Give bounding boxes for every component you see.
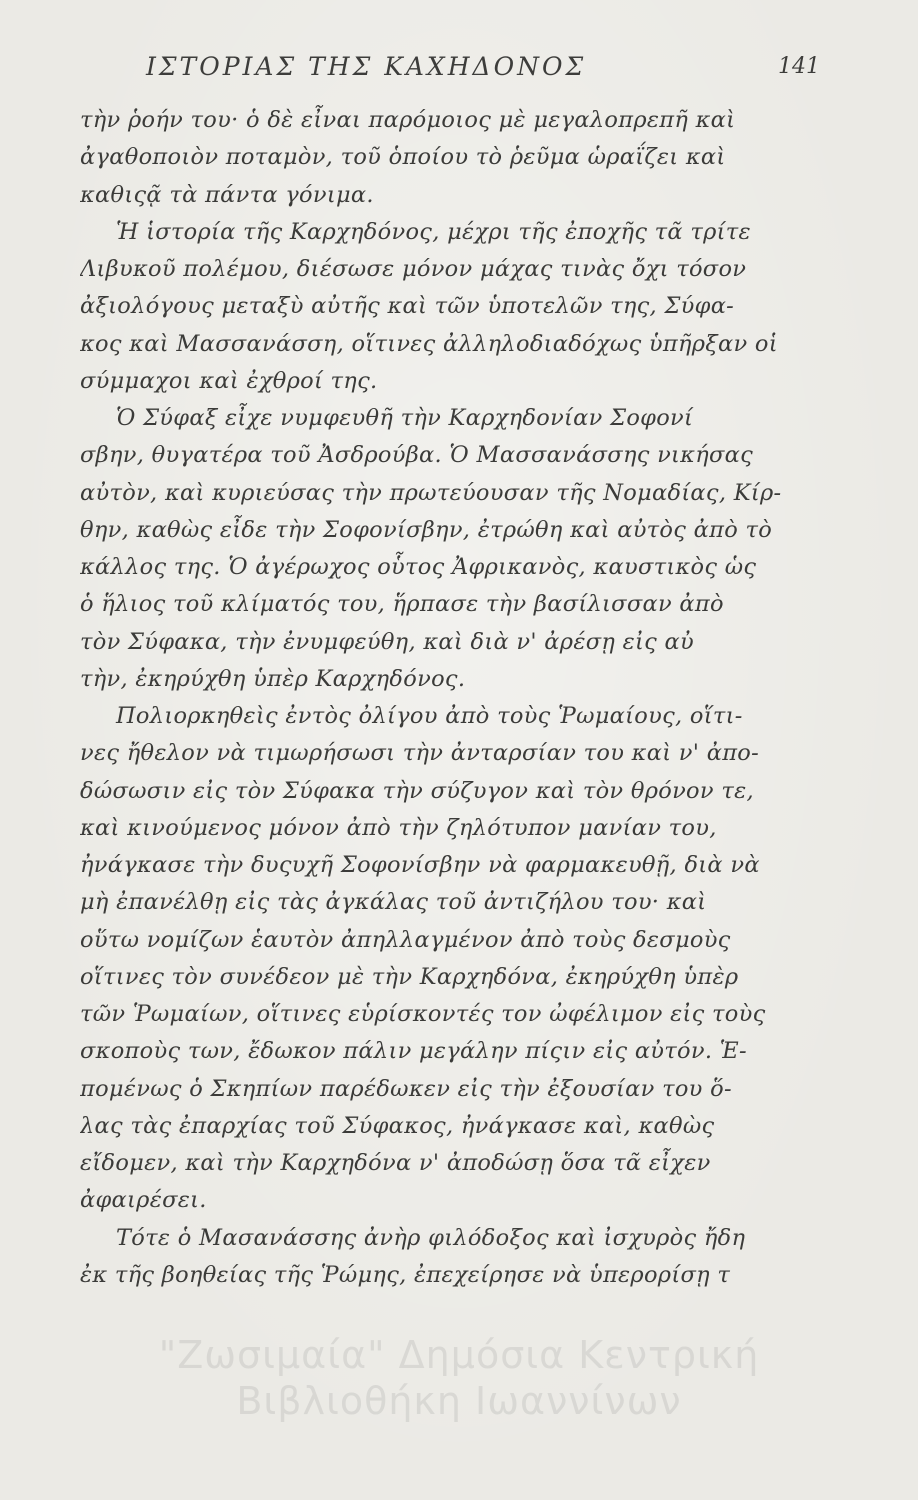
text-line: τὴν ῥοήν του· ὁ δὲ εἶναι παρόμοιος μὲ μεγαλοπρεπῆ καὶ [80, 107, 736, 133]
text-line: ἀγαθοποιὸν ποταμὸν, τοῦ ὁποίου τὸ ῥεῦμα ὡραΐζει καὶ [80, 144, 726, 171]
text-line: καὶ κινούμενος μόνον ἀπὸ τὴν ζηλότυπον μανίαν του, [80, 814, 717, 841]
text-line: τὸν Σύφακα, τὴν ἐνυμφεύθη, καὶ διὰ ν' ἀρέσῃ εἰς αὐ [80, 628, 694, 655]
text-line: ἀξιολόγους μεταξὺ αὐτῆς καὶ τῶν ὑποτελῶν της, Σύφα- [80, 293, 735, 320]
body-text [80, 102, 818, 1294]
paragraph-first-line: Ἡ ἱστορία τῆς Καρχηδόνος, μέχρι τῆς ἐποχῆς τᾶ τρίτε [116, 218, 751, 245]
page-number: 141 [778, 54, 820, 79]
paragraph-first-line: Τότε ὁ Μασανάσσης ἀνὴρ φιλόδοξος καὶ ἰσχυρὸς ἤδη [116, 1224, 746, 1251]
text-line: κάλλος της. Ὁ ἀγέρωχος οὗτος Ἀφρικανὸς, καυστικὸς ὡς [80, 554, 757, 580]
text-line: σκοποὺς των, ἔδωκον πάλιν μεγάλην πίςιν εἰς αὐτόν. Ἑ- [80, 1038, 747, 1065]
text-line: αὐτὸν, καὶ κυριεύσας τὴν πρωτεύουσαν τῆς Νομαδίας, Κίρ- [80, 479, 782, 506]
watermark-line: Βιβλιοθήκη Ιωαννίνων [236, 1379, 682, 1423]
text-line: δώσωσιν εἰς τὸν Σύφακα τὴν σύζυγον καὶ τὸν θρόνον τε, [80, 777, 754, 804]
page-header [120, 52, 820, 92]
text-line: μὴ ἐπανέλθῃ εἰς τὰς ἀγκάλας τοῦ ἀντιζήλου του· καὶ [80, 889, 707, 916]
text-line: ὁ ἥλιος τοῦ κλίματός του, ἥρπασε τὴν βασίλισσαν ἀπὸ [80, 591, 724, 618]
running-head: ΙΣΤΟΡΙΑΣ ΤΗΣ ΚΑΧΗΔΟΝΟΣ [146, 52, 587, 81]
text-line: τὴν, ἐκηρύχθη ὑπὲρ Καρχηδόνος. [80, 665, 466, 692]
text-line: νες ἤθελον νὰ τιμωρήσωσι τὴν ἀνταρσίαν του καὶ ν' ἀπο- [80, 740, 760, 767]
text-line: καθιςᾷ τὰ πάντα γόνιμα. [80, 181, 374, 208]
paragraph-first-line: Πολιορκηθεὶς ἐντὸς ὀλίγου ἀπὸ τοὺς Ῥωμαίους, οἵτι- [116, 703, 743, 729]
text-line: εἴδομεν, καὶ τὴν Καρχηδόνα ν' ἀποδώσῃ ὅσα τᾶ εἶχεν [80, 1150, 711, 1176]
text-line: κος καὶ Μασσανάσση, οἵτινες ἀλληλοδιαδόχως ὑπῆρξαν οἱ [80, 330, 778, 357]
text-line: πομένως ὁ Σκηπίων παρέδωκεν εἰς τὴν ἐξουσίαν του ὅ- [80, 1075, 732, 1102]
text-line: τῶν Ῥωμαίων, οἵτινες εὑρίσκοντές τον ὠφέλιμον εἰς τοὺς [80, 1001, 766, 1027]
text-line: ἐκ τῆς βοηθείας τῆς Ῥώμης, ἐπεχείρησε νὰ ὑπερορίσῃ τ [80, 1261, 731, 1288]
text-line: σβην, θυγατέρα τοῦ Ἀσδρούβα. Ὁ Μασσανάσσης νικήσας [80, 442, 754, 469]
text-line: σύμμαχοι καὶ ἐχθροί της. [80, 367, 378, 394]
paragraph-first-line: Ὁ Σύφαξ εἶχε νυμφευθῆ τὴν Καρχηδονίαν Σοφονί [116, 405, 694, 431]
text-line: λας τὰς ἐπαρχίας τοῦ Σύφακος, ἠνάγκασε καὶ, καθὼς [80, 1112, 715, 1139]
text-line: οἵτινες τὸν συνέδεον μὲ τὴν Καρχηδόνα, ἐκηρύχθη ὑπὲρ [80, 963, 739, 990]
text-line: οὕτω νομίζων ἑαυτὸν ἀπηλλαγμένον ἀπὸ τοὺς δεσμοὺς [80, 926, 731, 953]
text-line: ἀφαιρέσει. [80, 1187, 207, 1214]
watermark-line: "Ζωσιμαία" Δημόσια Κεντρική [158, 1333, 760, 1377]
text-line: Λιβυκοῦ πολέμου, διέσωσε μόνον μάχας τινὰς ὄχι τόσον [80, 256, 747, 282]
library-watermark [0, 1332, 918, 1424]
text-line: ἠνάγκασε τὴν δυςυχῆ Σοφονίσβην νὰ φαρμακευθῇ, διὰ νὰ [80, 852, 760, 878]
text-line: θην, καθὼς εἶδε τὴν Σοφονίσβην, ἐτρώθη καὶ αὐτὸς ἀπὸ τὸ [80, 516, 773, 543]
